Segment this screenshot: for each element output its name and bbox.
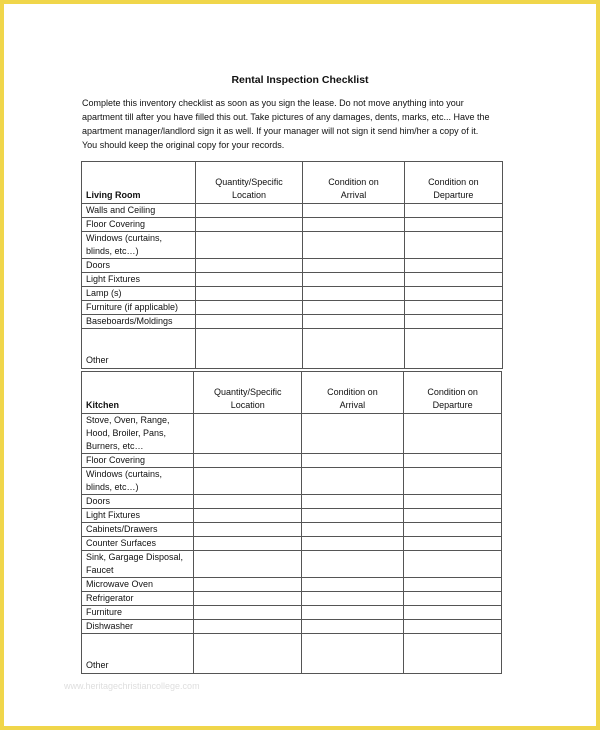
item-label-line: Burners, etc… <box>86 441 144 451</box>
entry-cell[interactable] <box>403 592 502 606</box>
column-header-arrival <box>303 162 405 204</box>
checklist-table-kitchen <box>81 371 596 674</box>
item-label <box>82 578 194 592</box>
entry-cell[interactable] <box>403 495 502 509</box>
item-label-line: Baseboards/Moldings <box>86 316 173 326</box>
item-label-line: Doors <box>86 496 111 506</box>
item-label-line: Counter Surfaces <box>86 538 157 548</box>
item-label <box>82 273 196 287</box>
entry-cell[interactable] <box>194 634 302 674</box>
item-label <box>82 592 194 606</box>
column-header-line: Condition on <box>327 387 378 397</box>
entry-cell[interactable] <box>194 523 302 537</box>
table-row <box>82 204 596 218</box>
item-label-line: Windows (curtains, <box>86 233 163 243</box>
entry-cell[interactable] <box>303 259 405 273</box>
item-label <box>82 509 194 523</box>
item-label <box>82 537 194 551</box>
entry-cell[interactable] <box>404 204 502 218</box>
item-label <box>82 454 194 468</box>
table-row <box>82 232 596 259</box>
entry-cell[interactable] <box>301 551 403 578</box>
entry-cell[interactable] <box>404 301 502 315</box>
entry-cell[interactable] <box>195 259 302 273</box>
entry-cell[interactable] <box>194 495 302 509</box>
entry-cell[interactable] <box>403 454 502 468</box>
entry-cell[interactable] <box>194 620 302 634</box>
entry-cell[interactable] <box>303 273 405 287</box>
entry-cell[interactable] <box>403 523 502 537</box>
column-header-quantity <box>194 372 302 414</box>
entry-cell[interactable] <box>195 287 302 301</box>
table-row <box>82 287 596 301</box>
intro-line: Complete this inventory checklist as soon as you sign the lease. Do not move anything into your <box>82 98 464 108</box>
entry-cell[interactable] <box>303 232 405 259</box>
document-page <box>4 4 596 726</box>
item-label-line: Furniture <box>86 607 123 617</box>
entry-cell[interactable] <box>303 287 405 301</box>
item-label-line: Sink, Gargage Disposal, <box>86 552 184 562</box>
entry-cell[interactable] <box>303 329 405 369</box>
item-label-line: Furniture (if applicable) <box>86 302 179 312</box>
item-label-line: blinds, etc…) <box>86 246 139 256</box>
table-row <box>82 218 596 232</box>
table-row <box>82 509 596 523</box>
item-label <box>82 414 194 454</box>
column-header-line: Condition on <box>427 387 478 397</box>
entry-cell[interactable] <box>194 468 302 495</box>
entry-cell[interactable] <box>195 273 302 287</box>
entry-cell[interactable] <box>403 606 502 620</box>
table-row-other <box>82 329 596 369</box>
table-row <box>82 578 596 592</box>
item-label-line: Microwave Oven <box>86 579 154 589</box>
entry-cell[interactable] <box>194 592 302 606</box>
entry-cell[interactable] <box>194 509 302 523</box>
entry-cell[interactable] <box>194 551 302 578</box>
item-label <box>82 204 196 218</box>
entry-cell[interactable] <box>404 273 502 287</box>
entry-cell[interactable] <box>404 259 502 273</box>
item-label-line: Stove, Oven, Range, <box>86 415 170 425</box>
table-row-other <box>82 634 596 674</box>
entry-cell[interactable] <box>403 551 502 578</box>
entry-cell[interactable] <box>404 218 502 232</box>
entry-cell[interactable] <box>403 509 502 523</box>
column-header-line: Condition on <box>428 177 479 187</box>
entry-cell[interactable] <box>403 414 502 454</box>
item-label <box>82 551 194 578</box>
entry-cell[interactable] <box>195 315 302 329</box>
item-label <box>82 218 196 232</box>
table-row <box>82 523 596 537</box>
item-label-line: Lamp (s) <box>86 288 122 298</box>
checklist-table-living-room <box>81 161 596 369</box>
item-label-line: Light Fixtures <box>86 510 141 520</box>
entry-cell[interactable] <box>301 414 403 454</box>
item-label-line: Dishwasher <box>86 621 134 631</box>
table-row <box>82 551 596 578</box>
table-row <box>82 414 596 454</box>
item-label-line: Walls and Ceiling <box>86 205 156 215</box>
item-label <box>82 620 194 634</box>
watermark: www.heritagechristiancollege.com <box>64 681 200 691</box>
column-header-arrival <box>301 372 403 414</box>
entry-cell[interactable] <box>195 218 302 232</box>
item-label <box>82 287 196 301</box>
table-row <box>82 495 596 509</box>
entry-cell[interactable] <box>301 509 403 523</box>
table-row <box>82 315 596 329</box>
table-row <box>82 592 596 606</box>
entry-cell[interactable] <box>403 620 502 634</box>
entry-cell[interactable] <box>403 634 502 674</box>
entry-cell[interactable] <box>301 454 403 468</box>
item-label <box>82 495 194 509</box>
entry-cell[interactable] <box>301 606 403 620</box>
entry-cell[interactable] <box>301 634 403 674</box>
entry-cell[interactable] <box>403 537 502 551</box>
entry-cell[interactable] <box>195 329 302 369</box>
entry-cell[interactable] <box>303 301 405 315</box>
item-label-line: Hood, Broiler, Pans, <box>86 428 167 438</box>
column-header-line: Arrival <box>340 190 367 200</box>
column-header-line: Departure <box>432 400 473 410</box>
column-header-line: Quantity/Specific <box>215 177 283 187</box>
entry-cell[interactable] <box>303 315 405 329</box>
entry-cell[interactable] <box>194 414 302 454</box>
item-label-line: Floor Covering <box>86 219 146 229</box>
item-label-line: Refrigerator <box>86 593 134 603</box>
entry-cell[interactable] <box>403 578 502 592</box>
item-label <box>82 232 196 259</box>
item-label-line: blinds, etc…) <box>86 482 139 492</box>
item-label-line: Floor Covering <box>86 455 146 465</box>
entry-cell[interactable] <box>404 315 502 329</box>
intro-line: You should keep the original copy for your records. <box>82 140 285 150</box>
intro-line: apartment manager/landlord sign it as well. If your manager will not sign it send him/her a copy of it. <box>82 126 479 136</box>
column-header-line: Location <box>230 400 265 410</box>
entry-cell[interactable] <box>194 537 302 551</box>
item-label <box>82 606 194 620</box>
item-label-other: Other <box>82 329 196 369</box>
item-label-line: Cabinets/Drawers <box>86 524 158 534</box>
entry-cell[interactable] <box>301 537 403 551</box>
entry-cell[interactable] <box>303 204 405 218</box>
column-header-line: Quantity/Specific <box>213 387 282 397</box>
item-label <box>82 523 194 537</box>
entry-cell[interactable] <box>403 468 502 495</box>
table-row <box>82 301 596 315</box>
intro-paragraph <box>82 96 522 152</box>
entry-cell[interactable] <box>195 204 302 218</box>
entry-cell[interactable] <box>404 287 502 301</box>
table-row <box>82 537 596 551</box>
item-label-other: Other <box>82 634 194 674</box>
item-label <box>82 259 196 273</box>
entry-cell[interactable] <box>301 495 403 509</box>
item-label <box>82 468 194 495</box>
entry-cell[interactable] <box>194 454 302 468</box>
entry-cell[interactable] <box>404 329 502 369</box>
column-header-line: Condition on <box>328 177 379 187</box>
item-label-line: Light Fixtures <box>86 274 141 284</box>
column-header-line: Location <box>231 190 267 200</box>
column-header-line: Departure <box>433 190 474 200</box>
entry-cell[interactable] <box>301 592 403 606</box>
column-header-departure <box>404 162 502 204</box>
section-heading: Kitchen <box>82 372 194 414</box>
table-row <box>82 620 596 634</box>
item-label <box>82 301 196 315</box>
table-row <box>82 454 596 468</box>
column-header-line: Arrival <box>339 400 366 410</box>
entry-cell[interactable] <box>194 578 302 592</box>
column-header-quantity <box>195 162 302 204</box>
table-row <box>82 606 596 620</box>
entry-cell[interactable] <box>195 301 302 315</box>
entry-cell[interactable] <box>301 468 403 495</box>
column-header-departure <box>403 372 502 414</box>
item-label <box>82 315 196 329</box>
item-label-line: Faucet <box>86 565 114 575</box>
table-row <box>82 273 596 287</box>
entry-cell[interactable] <box>404 232 502 259</box>
entry-cell[interactable] <box>194 606 302 620</box>
intro-line: apartment till after you have filled this out. Take pictures of any damages, dents, marks, etc... Have the <box>82 112 490 122</box>
item-label-line: Doors <box>86 260 111 270</box>
entry-cell[interactable] <box>301 523 403 537</box>
page-title: Rental Inspection Checklist <box>231 74 369 86</box>
entry-cell[interactable] <box>303 218 405 232</box>
entry-cell[interactable] <box>301 620 403 634</box>
table-row <box>82 259 596 273</box>
table-row <box>82 468 596 495</box>
entry-cell[interactable] <box>301 578 403 592</box>
entry-cell[interactable] <box>195 232 302 259</box>
item-label-line: Windows (curtains, <box>86 469 163 479</box>
section-heading: Living Room <box>82 162 196 204</box>
